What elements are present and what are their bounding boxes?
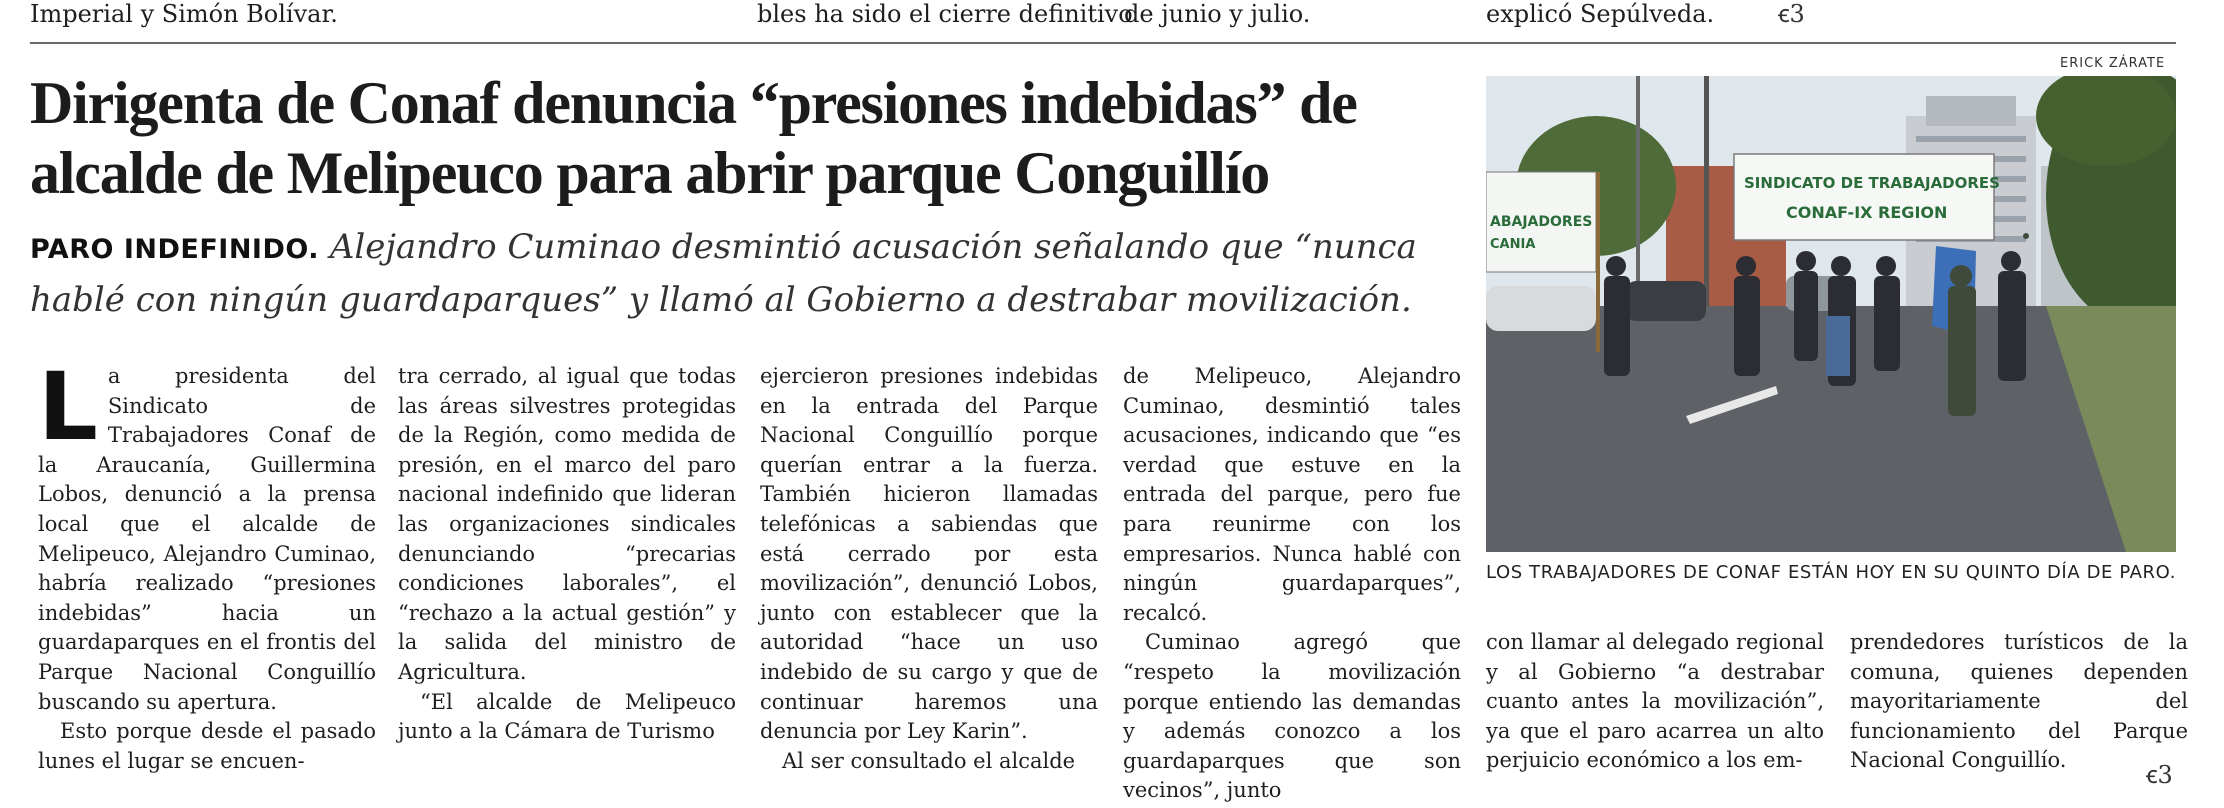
article-lead <box>30 222 1460 325</box>
left-banner-line-2: CANIA <box>1490 237 1536 252</box>
main-banner-line-2: CONAF-IX REGION <box>1786 203 1948 222</box>
drop-cap: L <box>38 353 98 462</box>
article-kicker: PARO INDEFINIDO. <box>30 234 320 265</box>
column-6-paragraph-1: prendedores turísticos de la comuna, quienes dependen mayoritariamente del funcionamiento del Parque Nacional Conguillío. <box>1850 630 2188 773</box>
column-5-paragraph-1: con llamar al delegado regional y al Gobierno “a destrabar cuanto antes la movilización”, ya que el paro acarrea un alto perjuicio económico a los em- <box>1486 630 1824 773</box>
article-headline: Dirigenta de Conaf denuncia “presiones indebidas” de alcalde de Melipeuco para abrir parque Conguillío <box>30 70 1357 206</box>
article-column-1 <box>38 353 376 776</box>
column-2-paragraph-1: tra cerrado, al igual que todas las áreas silvestres protegidas de la Región, como medida de presión, en el marco del paro nacional indefinido que lideran las organizaciones sindicales denunciando “precarias condiciones laborales”, el “rechazo a la actual gestión” y la salida del ministro de Agricultura. <box>398 364 736 684</box>
article-column-3 <box>760 362 1098 776</box>
main-banner-line-1: SINDICATO DE TRABAJADORES <box>1744 174 2000 192</box>
article-lead-text: Alejandro Cuminao desmintió acusación señalando que “nunca hablé con ningún guardaparques” y llamó al Gobierno a destrabar movilización. <box>30 227 1417 320</box>
photo-credit: ERICK ZÁRATE <box>2060 56 2166 71</box>
prev-article-tail-col3: de junio y julio. <box>1124 0 1311 28</box>
photo-caption: LOS TRABAJADORES DE CONAF ESTÁN HOY EN SU QUINTO DÍA DE PARO. <box>1486 562 2177 583</box>
column-2-paragraph-2: “El alcalde de Melipeuco junto a la Cámara de Turismo <box>398 689 736 744</box>
article-end-mark: ꞓ3 <box>2146 761 2173 789</box>
section-divider <box>30 42 2176 44</box>
article-column-5 <box>1486 628 1824 776</box>
column-4-paragraph-1: de Melipeuco, Alejandro Cuminao, desmintió tales acusaciones, indicando que “es verdad que estuve en la entrada del parque, pero fue para reunirme con los empresarios. Nunca hablé con ningún guardaparques”, recalcó. <box>1123 364 1461 625</box>
column-3-paragraph-1: ejercieron presiones indebidas en la entrada del Parque Nacional Conguillío porque querían entrar a la fuerza. También hicieron llamadas telefónicas a sabiendas que está cerrado por esta movilización”, denunció Lobos, junto con establecer que la autoridad “hace un uso indebido de su cargo y que de continuar haremos una denuncia por Ley Karin”. <box>760 364 1098 744</box>
article-column-4 <box>1123 362 1461 806</box>
column-4-paragraph-2: Cuminao agregó que “respeto la movilización porque entiendo las demandas y además conozco a los guardaparques que son vecinos”, junto <box>1123 630 1461 803</box>
prev-article-tail-col2: bles ha sido el cierre definitivo <box>757 0 1133 28</box>
left-banner-line-1: ABAJADORES <box>1490 214 1593 230</box>
article-photo <box>1486 76 2176 552</box>
column-3-paragraph-2: Al ser consultado el alcalde <box>782 748 1076 773</box>
prev-article-end-mark: ꞓ3 <box>1778 0 1805 28</box>
column-1-paragraph-2: Esto porque desde el pasado lunes el lugar se encuen- <box>38 719 376 773</box>
prev-article-tail-col1: Imperial y Simón Bolívar. <box>30 0 338 28</box>
prev-article-tail-col4: explicó Sepúlveda. <box>1486 0 1715 28</box>
article-column-2 <box>398 362 736 747</box>
article-column-6 <box>1850 628 2188 776</box>
column-1-paragraph-1: a presidenta del Sindicato de Trabajadores Conaf de la Araucanía, Guillermina Lobos, denunció a la prensa local que el alcalde de Melipeuco, Alejandro Cuminao, habría realizado “presiones indebidas” hacia un guardaparques en el frontis del Parque Nacional Conguillío buscando su apertura. <box>38 364 376 714</box>
